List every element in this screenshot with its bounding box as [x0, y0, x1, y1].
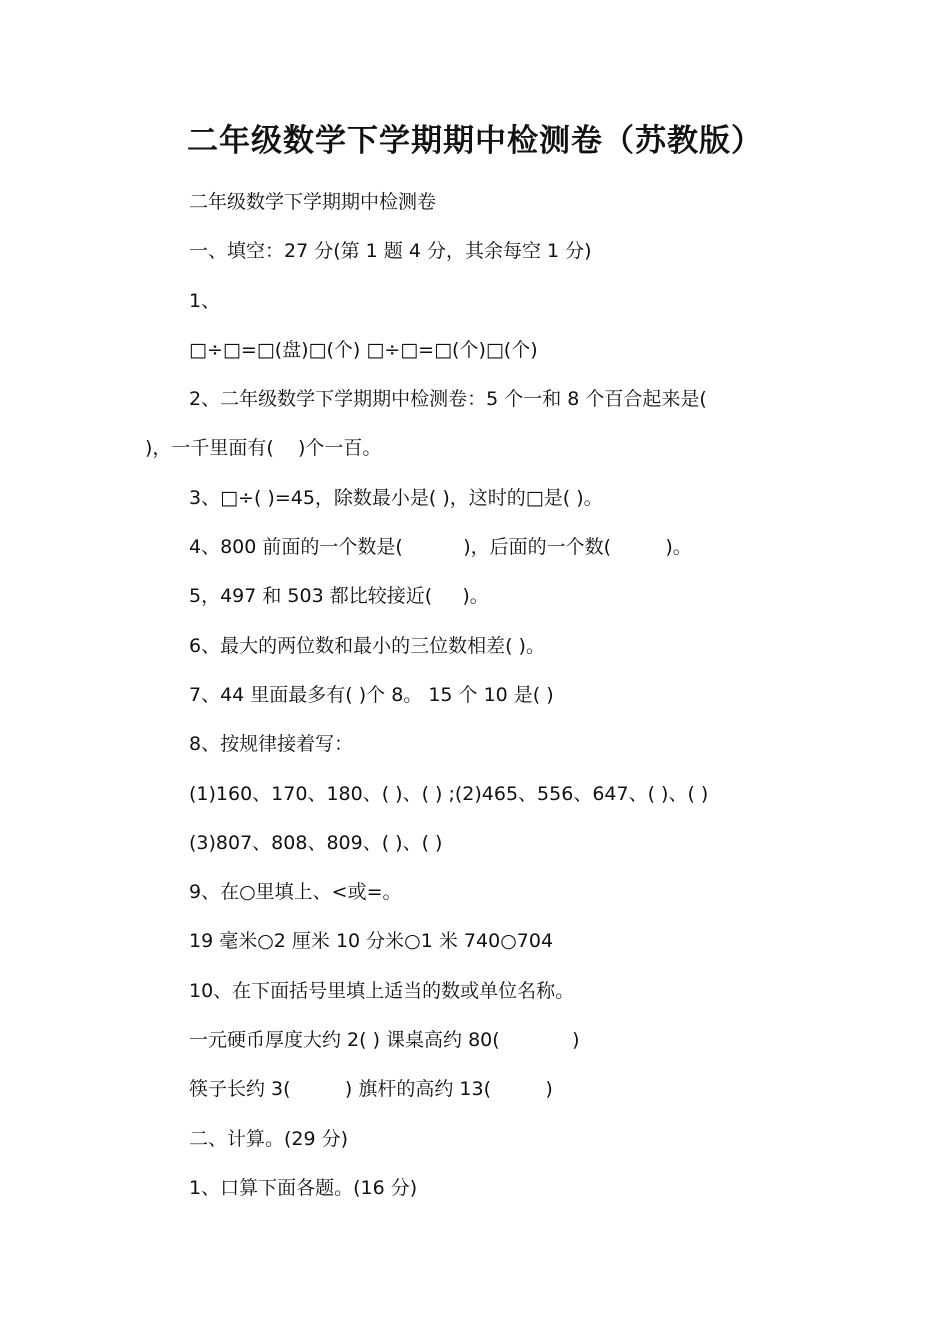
question-8-part-1-2: (1)160、170、180、( )、( ) ;(2)465、556、647、( )、( )	[189, 782, 709, 805]
question-8-part-3: (3)807、808、809、( )、( )	[189, 831, 443, 854]
question-9-items: 19 毫米○2 厘米 10 分米○1 米 740○704	[189, 930, 554, 953]
document-body	[145, 178, 815, 1213]
question-6: 6、最大的两位数和最小的三位数相差( )。	[189, 634, 545, 657]
question-7: 7、44 里面最多有( )个 8。 15 个 10 是( )	[189, 683, 554, 706]
question-8-heading: 8、按规律接着写：	[189, 733, 354, 756]
question-1-boxes: □÷□=□(盘)□(个) □÷□=□(个)□(个)	[189, 338, 538, 361]
question-5: 5，497 和 503 都比较接近( )。	[189, 585, 489, 608]
question-9-heading: 9、在○里填上、<或=。	[189, 881, 402, 904]
section-calculation-heading: 二、计算。(29 分)	[189, 1127, 349, 1150]
question-3: 3、□÷( )=45，除数最小是( )，这时的□是( )。	[189, 486, 603, 509]
question-1-label: 1、	[189, 289, 221, 312]
question-10-line-1: 一元硬币厚度大约 2( ) 课桌高约 80( )	[189, 1029, 580, 1052]
subtitle-line: 二年级数学下学期期中检测卷	[189, 191, 437, 213]
calculation-question-1: 1、口算下面各题。(16 分)	[189, 1176, 418, 1199]
question-2-line-1: 2、二年级数学下学期期中检测卷：5 个一和 8 个百合起来是(	[189, 388, 707, 411]
document-title: 二年级数学下学期期中检测卷（苏教版）	[187, 123, 763, 159]
section-fill-blank-heading: 一、填空：27 分(第 1 题 4 分，其余每空 1 分)	[189, 240, 592, 263]
question-10-line-2: 筷子长约 3( ) 旗杆的高约 13( )	[189, 1078, 553, 1101]
question-2-line-2: )，一千里面有( )个一百。	[145, 437, 382, 460]
question-4: 4、800 前面的一个数是( )，后面的一个数( )。	[189, 536, 692, 559]
question-10-heading: 10、在下面括号里填上适当的数或单位名称。	[189, 979, 575, 1002]
